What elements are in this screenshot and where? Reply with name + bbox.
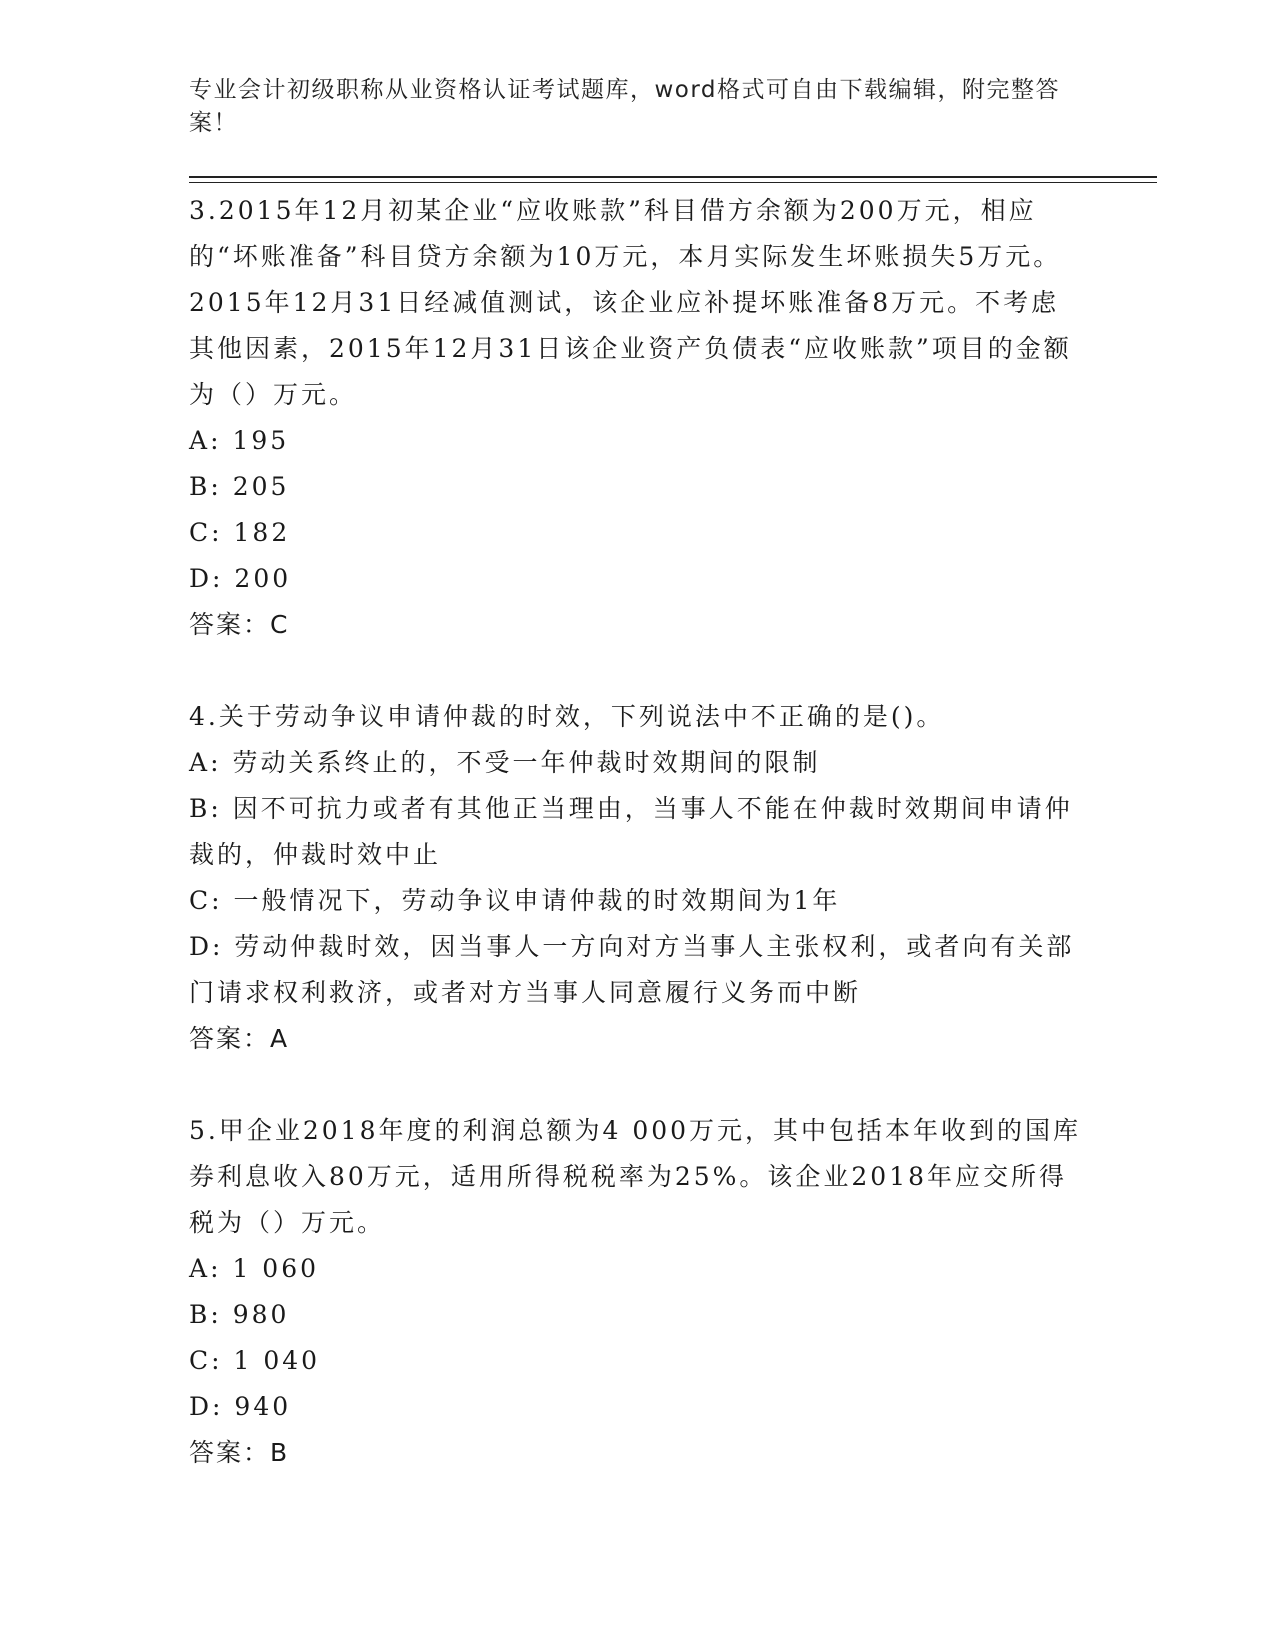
option-key: D :	[189, 1392, 234, 1421]
option-text: 劳动关系终止的，不受一年仲裁时效期间的限制	[232, 748, 821, 777]
answer-label: 答案：A	[189, 1024, 290, 1053]
option-key: B :	[189, 1300, 233, 1329]
option-a	[189, 1246, 1084, 1292]
option-key: A :	[189, 426, 232, 455]
option-b	[189, 1292, 1084, 1338]
header-divider-thin	[189, 182, 1157, 183]
option-text: 205	[232, 472, 290, 501]
header-divider-thick	[189, 176, 1157, 178]
option-b	[189, 464, 1084, 510]
question-stem: 3.2015年12月初某企业“应收账款”科目借方余额为200万元，相应的“坏账准备”科目贷方余额为10万元，本月实际发生坏账损失5万元。2015年12月31日经减值测试，该企业应补提坏账准备8万元。不考虑其他因素，2015年12月31日该企业资产负债表“应收账款”项目的金额为（）万元。	[189, 196, 1072, 409]
option-key: A :	[189, 748, 232, 777]
question-3	[189, 188, 1084, 648]
question-4	[189, 694, 1084, 1062]
option-text: 182	[233, 518, 291, 547]
option-a	[189, 418, 1084, 464]
option-key: B :	[189, 472, 233, 501]
option-text: 200	[234, 564, 292, 593]
option-text: 劳动仲裁时效，因当事人一方向对方当事人主张权利，或者向有关部门请求权利救济，或者对方当事人同意履行义务而中断	[189, 932, 1075, 1007]
question-5	[189, 1108, 1084, 1476]
option-d	[189, 1384, 1084, 1430]
option-text: 1 040	[233, 1346, 321, 1375]
document-header: 专业会计初级职称从业资格认证考试题库，word格式可自由下载编辑，附完整答案！	[189, 77, 1061, 136]
option-key: C :	[189, 886, 234, 915]
option-c	[189, 878, 1084, 924]
answer-label: 答案：C	[189, 610, 290, 639]
option-text: 940	[234, 1392, 292, 1421]
option-key: B :	[189, 794, 233, 823]
option-c	[189, 510, 1084, 556]
question-stem: 4.关于劳动争议申请仲裁的时效，下列说法中不正确的是()。	[189, 702, 945, 731]
option-text: 一般情况下，劳动争议申请仲裁的时效期间为1年	[233, 886, 841, 915]
option-b	[189, 786, 1084, 878]
option-key: C :	[189, 1346, 234, 1375]
question-stem: 5.甲企业2018年度的利润总额为4 000万元，其中包括本年收到的国库券利息收入80万元，适用所得税税率为25%。该企业2018年应交所得税为（）万元。	[189, 1116, 1082, 1237]
option-d	[189, 924, 1084, 1016]
question-list	[189, 188, 1084, 1476]
answer-label: 答案：B	[189, 1438, 290, 1467]
option-text: 980	[232, 1300, 290, 1329]
option-text: 因不可抗力或者有其他正当理由，当事人不能在仲裁时效期间申请仲裁的，仲裁时效中止	[189, 794, 1073, 869]
option-text: 195	[232, 426, 290, 455]
option-key: C :	[189, 518, 234, 547]
option-c	[189, 1338, 1084, 1384]
option-text: 1 060	[232, 1254, 320, 1283]
option-key: D :	[189, 932, 234, 961]
option-key: D :	[189, 564, 234, 593]
option-a	[189, 740, 1084, 786]
option-d	[189, 556, 1084, 602]
option-key: A :	[189, 1254, 232, 1283]
